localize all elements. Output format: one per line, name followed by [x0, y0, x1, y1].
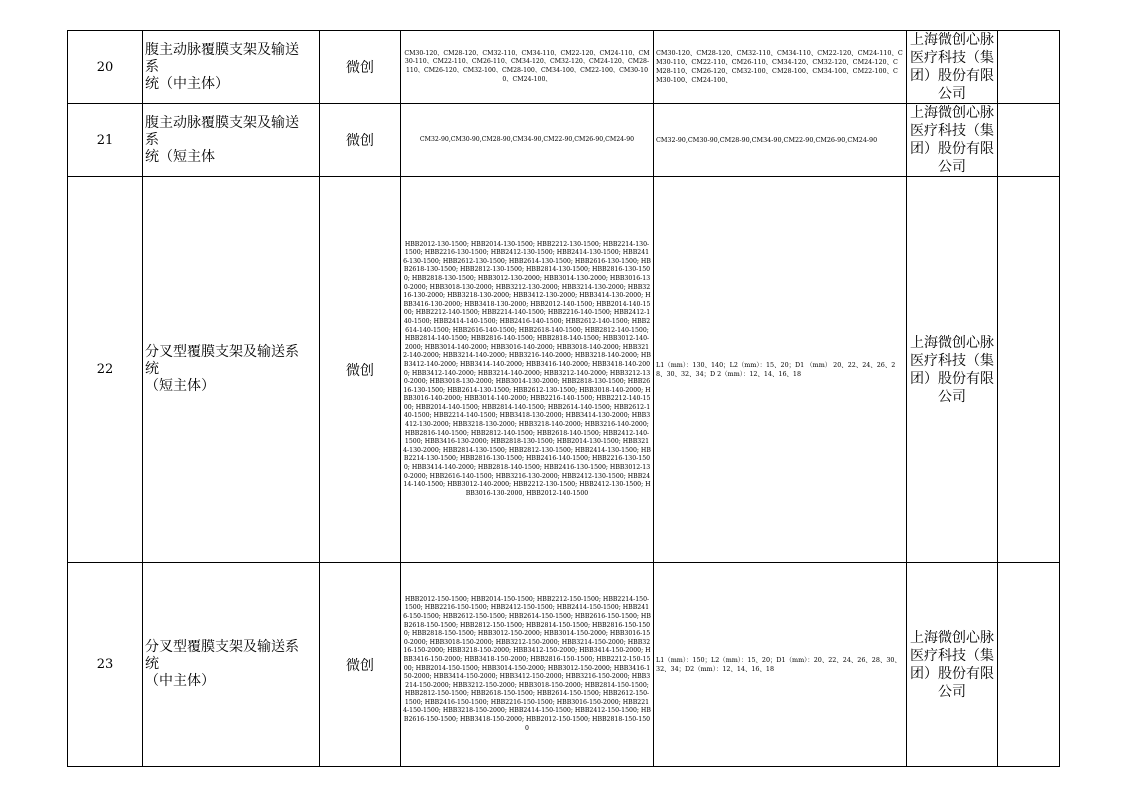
product-name-line: 分叉型覆膜支架及输送系	[145, 344, 299, 360]
product-name-line: 腹主动脉覆膜支架及输送	[145, 41, 299, 58]
extra-cell	[998, 104, 1060, 177]
product-name-line: 统	[145, 361, 159, 377]
row-number: 23	[68, 563, 143, 767]
product-name-line: 统	[145, 656, 159, 672]
registrant: 上海微创心脉医疗科技（集团）股份有限公司	[907, 31, 998, 104]
spec-list: CM30-120、CM28-120、CM32-110、CM34-110、CM22-120、CM24-110、CM30-110、CM22-110、CM26-110、CM34-120、CM32-120、CM24-120、CM28-110、CM26-120、CM32-100、CM28-100、CM34-100、CM22-100、CM30-100、CM24-100、	[654, 31, 907, 104]
table-row	[68, 104, 1060, 177]
registrant: 上海微创心脉医疗科技（集团）股份有限公司	[907, 177, 998, 563]
product-name	[143, 31, 320, 104]
product-table	[67, 30, 1060, 767]
product-name	[143, 104, 320, 177]
manufacturer: 微创	[320, 104, 401, 177]
table-row	[68, 177, 1060, 563]
product-name-line: 分叉型覆膜支架及输送系	[145, 639, 299, 655]
product-name-line: 系	[145, 58, 159, 75]
product-name-line: （短主体）	[145, 378, 215, 394]
product-name-line: 统（中主体）	[145, 75, 229, 92]
product-name	[143, 563, 320, 767]
model-list: HBB2012-150-1500; HBB2014-150-1500; HBB2212-150-1500; HBB2214-150-1500; HBB2216-150-1500; HBB2412-150-1500; HBB2414-150-1500; HBB2416-150-1500; HBB2612-150-1500; HBB2614-150-1500; HBB2616-150-1500; HBB2618-150-1500; HBB2812-150-1500; HBB2814-150-1500; HBB2816-150-1500; HBB2818-150-1500; HBB3012-150-2000; HBB3014-150-2000; HBB3016-150-2000; HBB3018-150-2000; HBB3212-150-2000; HBB3214-150-2000; HBB3216-150-2000; HBB3218-150-2000; HBB3412-150-2000; HBB3414-150-2000; HBB3416-150-2000; HBB3418-150-2000; HBB2816-150-1500; HBB2212-150-1500; HBB2014-150-1500; HBB3014-150-2000; HBB3012-150-2000; HBB3416-150-2000; HBB3414-150-2000; HBB3412-150-2000; HBB3216-150-2000; HBB3214-150-2000; HBB3212-150-2000; HBB3018-150-2000; HBB2814-150-1500; HBB2812-150-1500; HBB2618-150-1500; HBB2614-150-1500; HBB2612-150-1500; HBB2416-150-1500; HBB2216-150-1500; HBB3016-150-2000; HBB2214-150-1500; HBB3218-150-2000; HBB2414-150-1500; HBB2412-150-1500; HBB2616-150-1500; HBB3418-150-2000; HBB2012-150-1500; HBB2818-150-1500	[401, 563, 654, 767]
row-number: 21	[68, 104, 143, 177]
spec-list: L1（mm）：130、140；L2（mm）：15、20；D1 （mm） 20、22、24、26、28、30、32、34；D 2（mm）：12、14、16、18	[654, 177, 907, 563]
model-list: HBB2012-130-1500; HBB2014-130-1500; HBB2212-130-1500; HBB2214-130-1500; HBB2216-130-1500; HBB2412-130-1500; HBB2414-130-1500; HBB2416-130-1500; HBB2612-130-1500; HBB2614-130-1500; HBB2616-130-1500; HBB2618-130-1500; HBB2812-130-1500; HBB2814-130-1500; HBB2816-130-1500; HBB2818-130-1500; HBB3012-130-2000; HBB3014-130-2000; HBB3016-130-2000; HBB3018-130-2000; HBB3212-130-2000; HBB3214-130-2000; HBB3216-130-2000; HBB3218-130-2000; HBB3412-130-2000; HBB3414-130-2000; HBB3416-130-2000; HBB3418-130-2000; HBB2012-140-1500; HBB2014-140-1500; HBB2212-140-1500; HBB2214-140-1500; HBB2216-140-1500; HBB2412-140-1500; HBB2414-140-1500; HBB2416-140-1500; HBB2612-140-1500; HBB2614-140-1500; HBB2616-140-1500; HBB2618-140-1500; HBB2812-140-1500; HBB2814-140-1500; HBB2816-140-1500; HBB2818-140-1500; HBB3012-140-2000; HBB3014-140-2000; HBB3016-140-2000; HBB3018-140-2000; HBB3212-140-2000; HBB3214-140-2000; HBB3216-140-2000; HBB3218-140-2000; HBB3412-140-2000; HBB3414-140-2000; HBB3416-140-2000; HBB3418-140-2000; HBB3412-140-2000; HBB3214-140-2000; HBB3212-140-2000; HBB3212-130-2000; HBB3018-130-2000; HBB3014-130-2000; HBB2818-130-1500; HBB2616-130-1500; HBB2614-130-1500; HBB2612-130-1500; HBB3018-140-2000; HBB3016-140-2000; HBB3014-140-2000; HBB2216-140-1500; HBB2212-140-1500; HBB2014-140-1500; HBB2814-140-1500; HBB2614-140-1500; HBB2612-140-1500; HBB2214-140-1500; HBB3418-130-2000; HBB3414-130-2000; HBB3412-130-2000; HBB3218-130-2000; HBB3218-140-2000; HBB3216-140-2000; HBB2816-140-1500; HBB2812-140-1500; HBB2618-140-1500; HBB2412-140-1500; HBB3416-130-2000; HBB2818-130-1500; HBB2014-130-1500; HBB3214-130-2000; HBB2814-130-1500; HBB2812-130-1500; HBB2414-130-1500; HBB2214-130-1500; HBB2816-130-1500; HBB2416-140-1500; HBB2216-130-1500; HBB3414-140-2000; HBB2818-140-1500; HBB2416-130-1500; HBB3012-130-2000; HBB2616-140-1500; HBB3216-130-2000; HBB2412-130-1500; HBB2414-140-1500; HBB3012-140-2000; HBB2212-130-1500; HBB2412-130-1500; HBB3016-130-2000, HBB2012-140-1500	[401, 177, 654, 563]
registrant: 上海微创心脉医疗科技（集团）股份有限公司	[907, 104, 998, 177]
table-row	[68, 31, 1060, 104]
manufacturer: 微创	[320, 31, 401, 104]
extra-cell	[998, 177, 1060, 563]
product-name-line: 统（短主体	[145, 148, 215, 165]
product-name-line: （中主体）	[145, 673, 215, 689]
extra-cell	[998, 563, 1060, 767]
model-list: CM30-120、CM28-120、CM32-110、CM34-110、CM22-120、CM24-110、CM30-110、CM22-110、CM26-110、CM34-120、CM32-120、CM24-120、CM28-110、CM26-120、CM32-100、CM28-100、CM34-100、CM22-100、CM30-100、CM24-100、	[401, 31, 654, 104]
registrant: 上海微创心脉医疗科技（集团）股份有限公司	[907, 563, 998, 767]
model-list: CM32-90,CM30-90,CM28-90,CM34-90,CM22-90,CM26-90,CM24-90	[401, 104, 654, 177]
spec-list: L1（mm）：150；L2（mm）：15、20；D1（mm）：20、22、24、26、28、30、32、34；D2（mm）：12、14、16、18	[654, 563, 907, 767]
table-row	[68, 563, 1060, 767]
extra-cell	[998, 31, 1060, 104]
product-name-line: 腹主动脉覆膜支架及输送	[145, 114, 299, 131]
spec-list: CM32-90,CM30-90,CM28-90,CM34-90,CM22-90,CM26-90,CM24-90	[654, 104, 907, 177]
product-name	[143, 177, 320, 563]
row-number: 22	[68, 177, 143, 563]
product-name-line: 系	[145, 131, 159, 148]
row-number: 20	[68, 31, 143, 104]
manufacturer: 微创	[320, 177, 401, 563]
manufacturer: 微创	[320, 563, 401, 767]
